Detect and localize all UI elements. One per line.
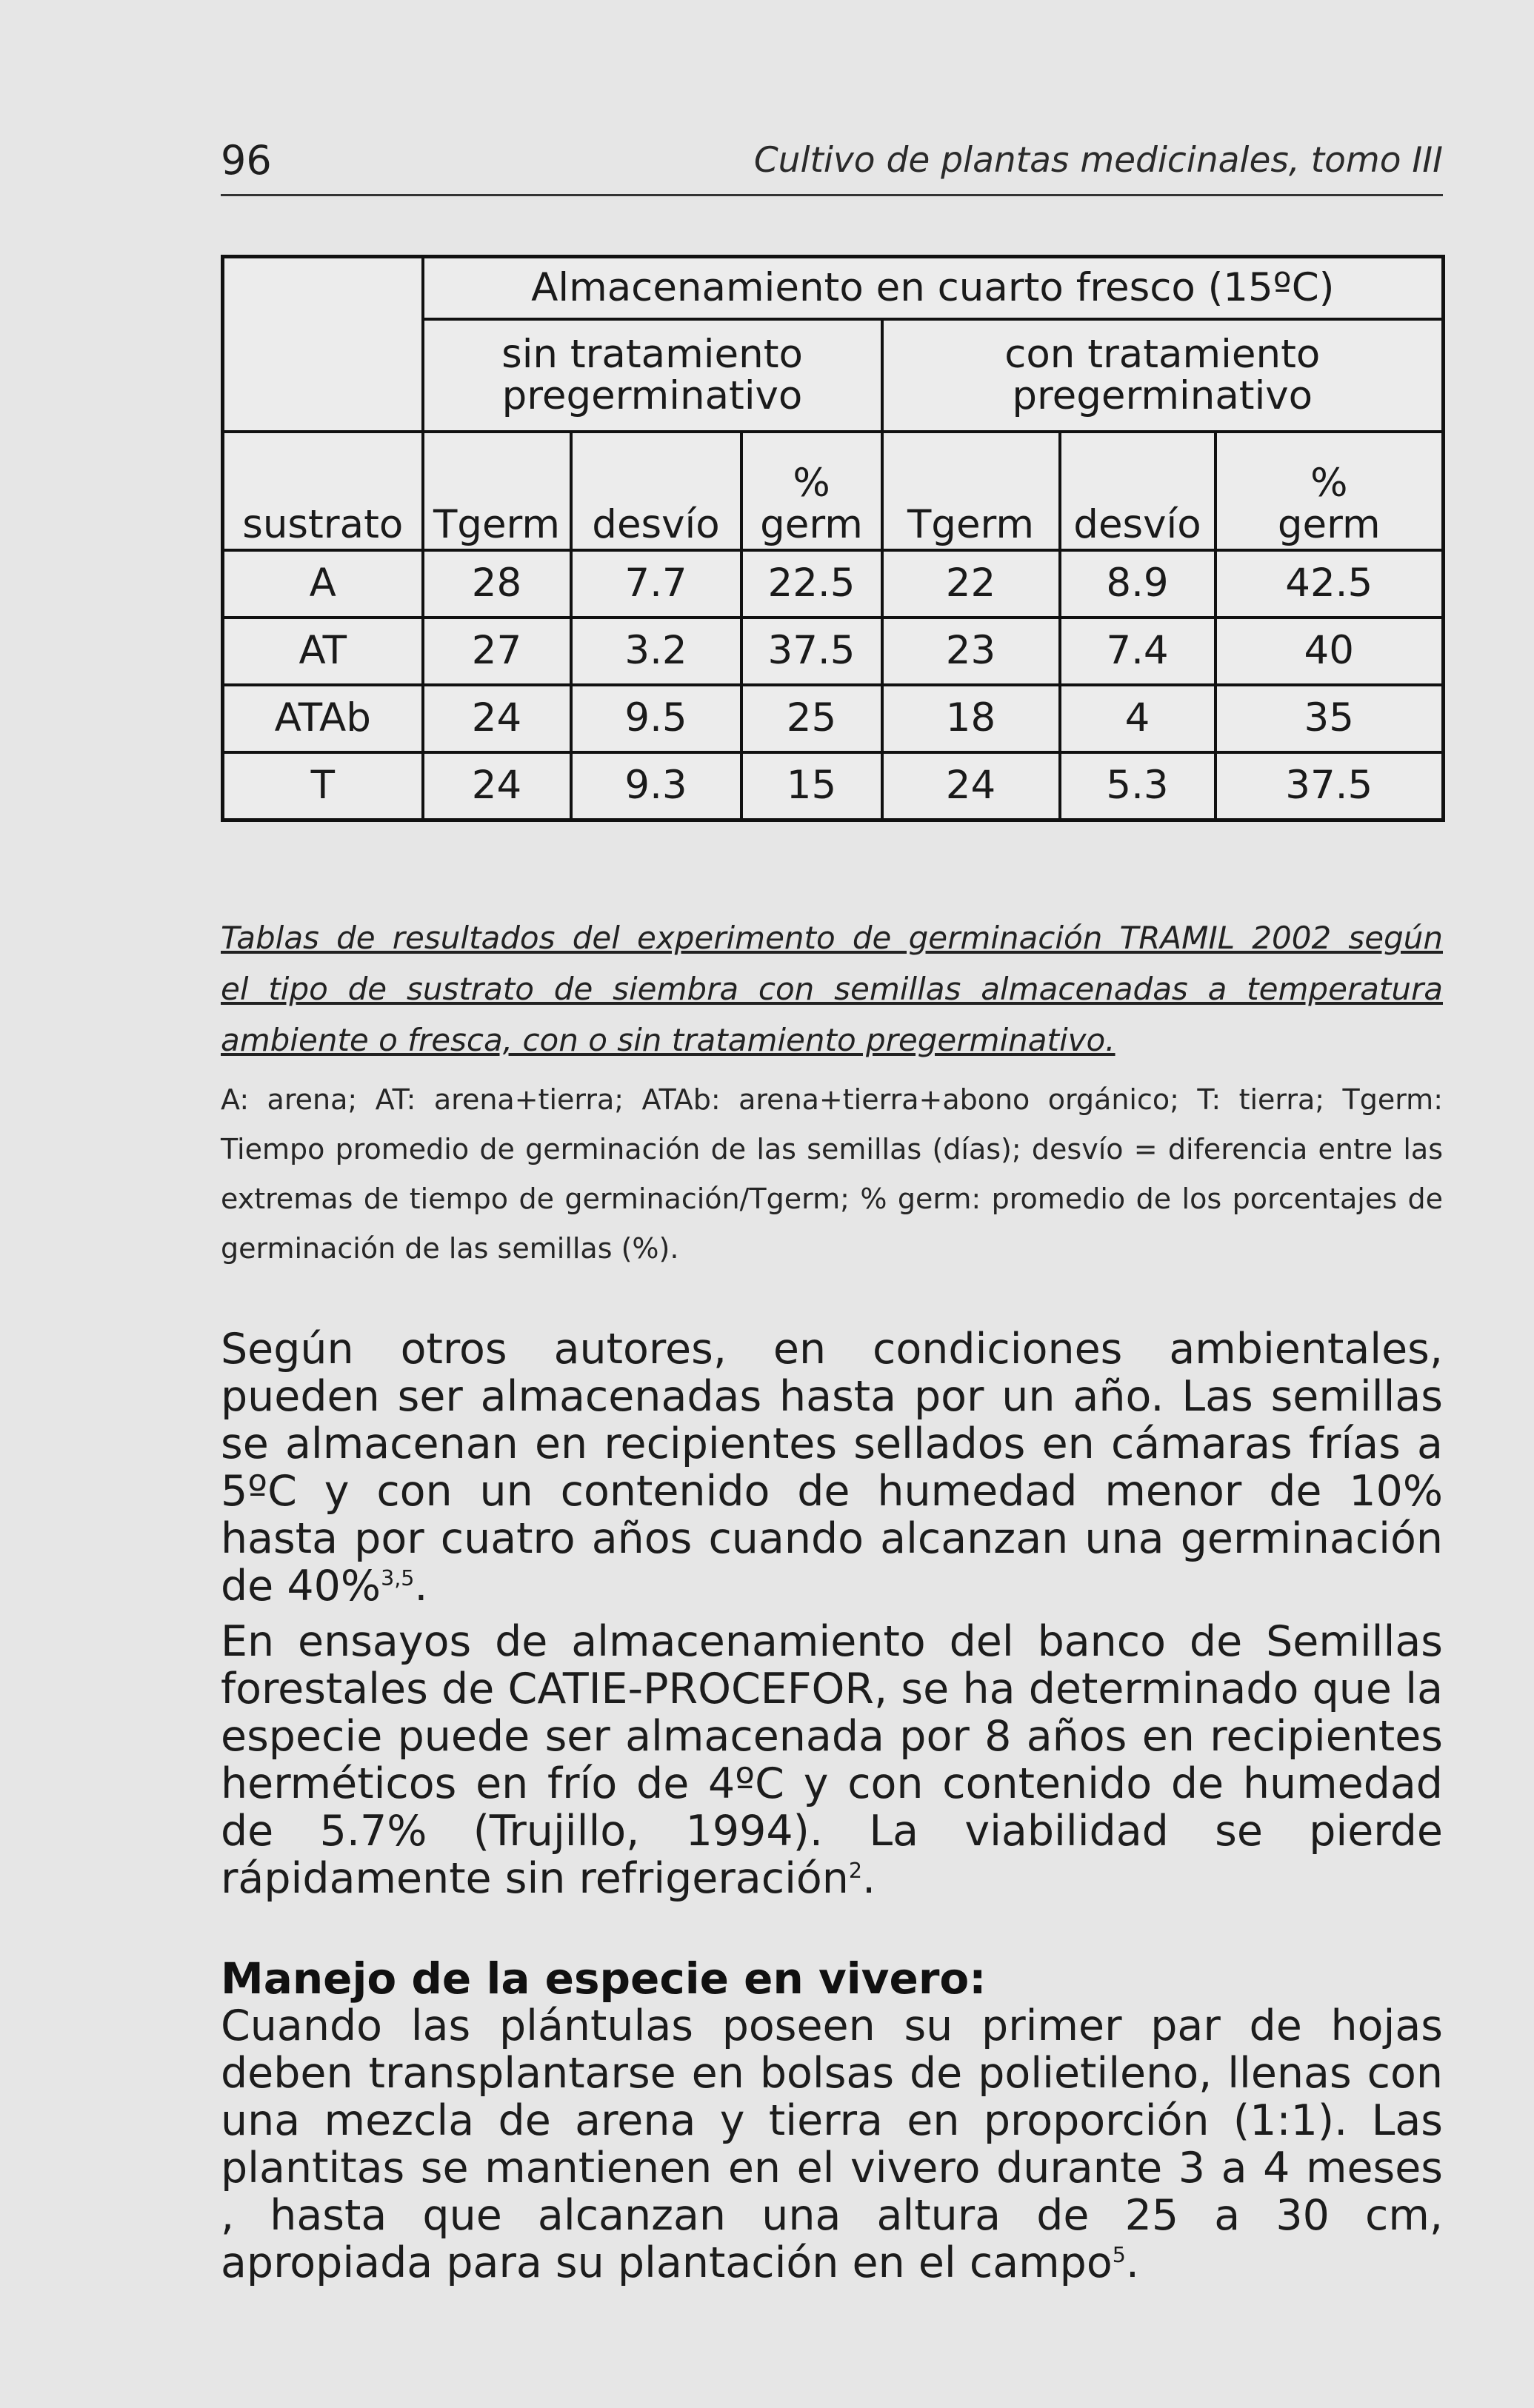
reference-superscript: 3,5	[381, 1566, 415, 1591]
cell-germ-2: 35	[1215, 685, 1444, 752]
cell-desvio-1: 9.3	[571, 752, 741, 820]
percent-symbol: %	[793, 461, 830, 506]
paragraph-nursery-management	[221, 2002, 1443, 2287]
col-header-desvio-2: desvío	[1060, 432, 1215, 550]
caption-line: el tipo de sustrato de siembra con semillas almacenadas a temperatura	[221, 971, 1443, 1007]
cell-tgerm-1: 24	[423, 685, 571, 752]
section-heading: Manejo de la especie en vivero:	[221, 1953, 987, 2004]
table-row	[223, 752, 1444, 820]
cell-tgerm-2: 22	[882, 550, 1060, 618]
col-header-tgerm-1: Tgerm	[423, 432, 571, 550]
cell-sustrato: A	[223, 550, 423, 618]
cell-tgerm-2: 23	[882, 618, 1060, 685]
germ-label: germ	[760, 501, 863, 547]
cell-germ-2: 37.5	[1215, 752, 1444, 820]
cell-sustrato: AT	[223, 618, 423, 685]
table-main-header-row	[223, 257, 1444, 319]
table-row	[223, 685, 1444, 752]
cell-sustrato: ATAb	[223, 685, 423, 752]
storage-header: Almacenamiento en cuarto fresco (15ºC)	[423, 257, 1444, 319]
cell-germ-1: 15	[741, 752, 882, 820]
col-header-tgerm-2: Tgerm	[882, 432, 1060, 550]
paragraph-end: .	[1125, 2238, 1139, 2287]
table-caption	[221, 912, 1443, 1066]
paragraph-catie-trials	[221, 1618, 1443, 1902]
germ-label: germ	[1277, 501, 1381, 547]
table-corner-cell	[223, 257, 423, 432]
reference-superscript: 5	[1112, 2243, 1126, 2267]
col-header-germ-2	[1215, 432, 1444, 550]
cell-sustrato: T	[223, 752, 423, 820]
cell-tgerm-1: 28	[423, 550, 571, 618]
paragraph-end: .	[862, 1854, 876, 1903]
cell-tgerm-1: 24	[423, 752, 571, 820]
cell-germ-1: 37.5	[741, 618, 882, 685]
caption-line: Tablas de resultados del experimento de germinación TRAMIL 2002 según	[221, 920, 1443, 956]
col-header-germ-1	[741, 432, 882, 550]
cell-desvio-2: 4	[1060, 685, 1215, 752]
cell-germ-1: 22.5	[741, 550, 882, 618]
cell-desvio-1: 7.7	[571, 550, 741, 618]
page-header	[221, 127, 1443, 196]
page-number: 96	[221, 137, 272, 184]
percent-symbol: %	[1310, 461, 1348, 506]
paragraph-text: Según otros autores, en condiciones ambientales, pueden ser almacenadas hasta por un año. Las semillas se almacenan en recipientes sellados en cámaras frías a 5ºC y con un contenido de humedad menor de 10% hasta por cuatro años cuando alcanzan una germinación de 40%	[221, 1325, 1443, 1611]
cell-desvio-2: 5.3	[1060, 752, 1215, 820]
caption-line-text: ambiente o fresca, con o sin tratamiento pregerminativo.	[221, 1022, 1116, 1058]
group-header-without-treatment: sin tratamiento pregerminativo	[423, 319, 882, 432]
cell-desvio-1: 3.2	[571, 618, 741, 685]
table-column-header-row	[223, 432, 1444, 550]
cell-tgerm-2: 18	[882, 685, 1060, 752]
paragraph-end: .	[414, 1562, 428, 1611]
table-legend: A: arena; AT: arena+tierra; ATAb: arena+tierra+abono orgánico; T: tierra; Tgerm: Tiempo promedio de germinación de las semillas (días); desvío = diferencia entre las extremas de tiempo de germinación/Tgerm; % germ: promedio de los porcentajes de germinación de las semillas (%).	[221, 1083, 1443, 1265]
table-row	[223, 618, 1444, 685]
cell-germ-2: 40	[1215, 618, 1444, 685]
paragraph-text: En ensayos de almacenamiento del banco de Semillas forestales de CATIE-PROCEFOR, se ha determinado que la especie puede ser almacenada por 8 años en recipientes herméticos en frío de 4ºC y con contenido de humedad de 5.7% (Trujillo, 1994). La viabilidad se pierde rápidamente sin refrigeración	[221, 1617, 1443, 1903]
cell-tgerm-2: 24	[882, 752, 1060, 820]
cell-tgerm-1: 27	[423, 618, 571, 685]
cell-desvio-2: 8.9	[1060, 550, 1215, 618]
germination-results-table	[221, 255, 1445, 822]
caption-line	[221, 1014, 1443, 1066]
cell-germ-2: 42.5	[1215, 550, 1444, 618]
paragraph-text: Cuando las plántulas poseen su primer par de hojas deben transplantarse en bolsas de polietileno, llenas con una mezcla de arena y tierra en proporción (1:1). Las plantitas se mantienen en el vivero durante 3 a 4 meses , hasta que alcanzan una altura de 25 a 30 cm, apropiada para su plantación en el campo	[221, 2001, 1443, 2287]
running-title: Cultivo de plantas medicinales, tomo III	[753, 140, 1443, 181]
cell-desvio-2: 7.4	[1060, 618, 1215, 685]
col-header-sustrato: sustrato	[223, 432, 423, 550]
col-header-desvio-1: desvío	[571, 432, 741, 550]
reference-superscript: 2	[848, 1859, 863, 1883]
table-row	[223, 550, 1444, 618]
paragraph-storage-conditions	[221, 1325, 1443, 1610]
group-header-with-treatment: con tratamiento pregerminativo	[882, 319, 1444, 432]
cell-desvio-1: 9.5	[571, 685, 741, 752]
cell-germ-1: 25	[741, 685, 882, 752]
